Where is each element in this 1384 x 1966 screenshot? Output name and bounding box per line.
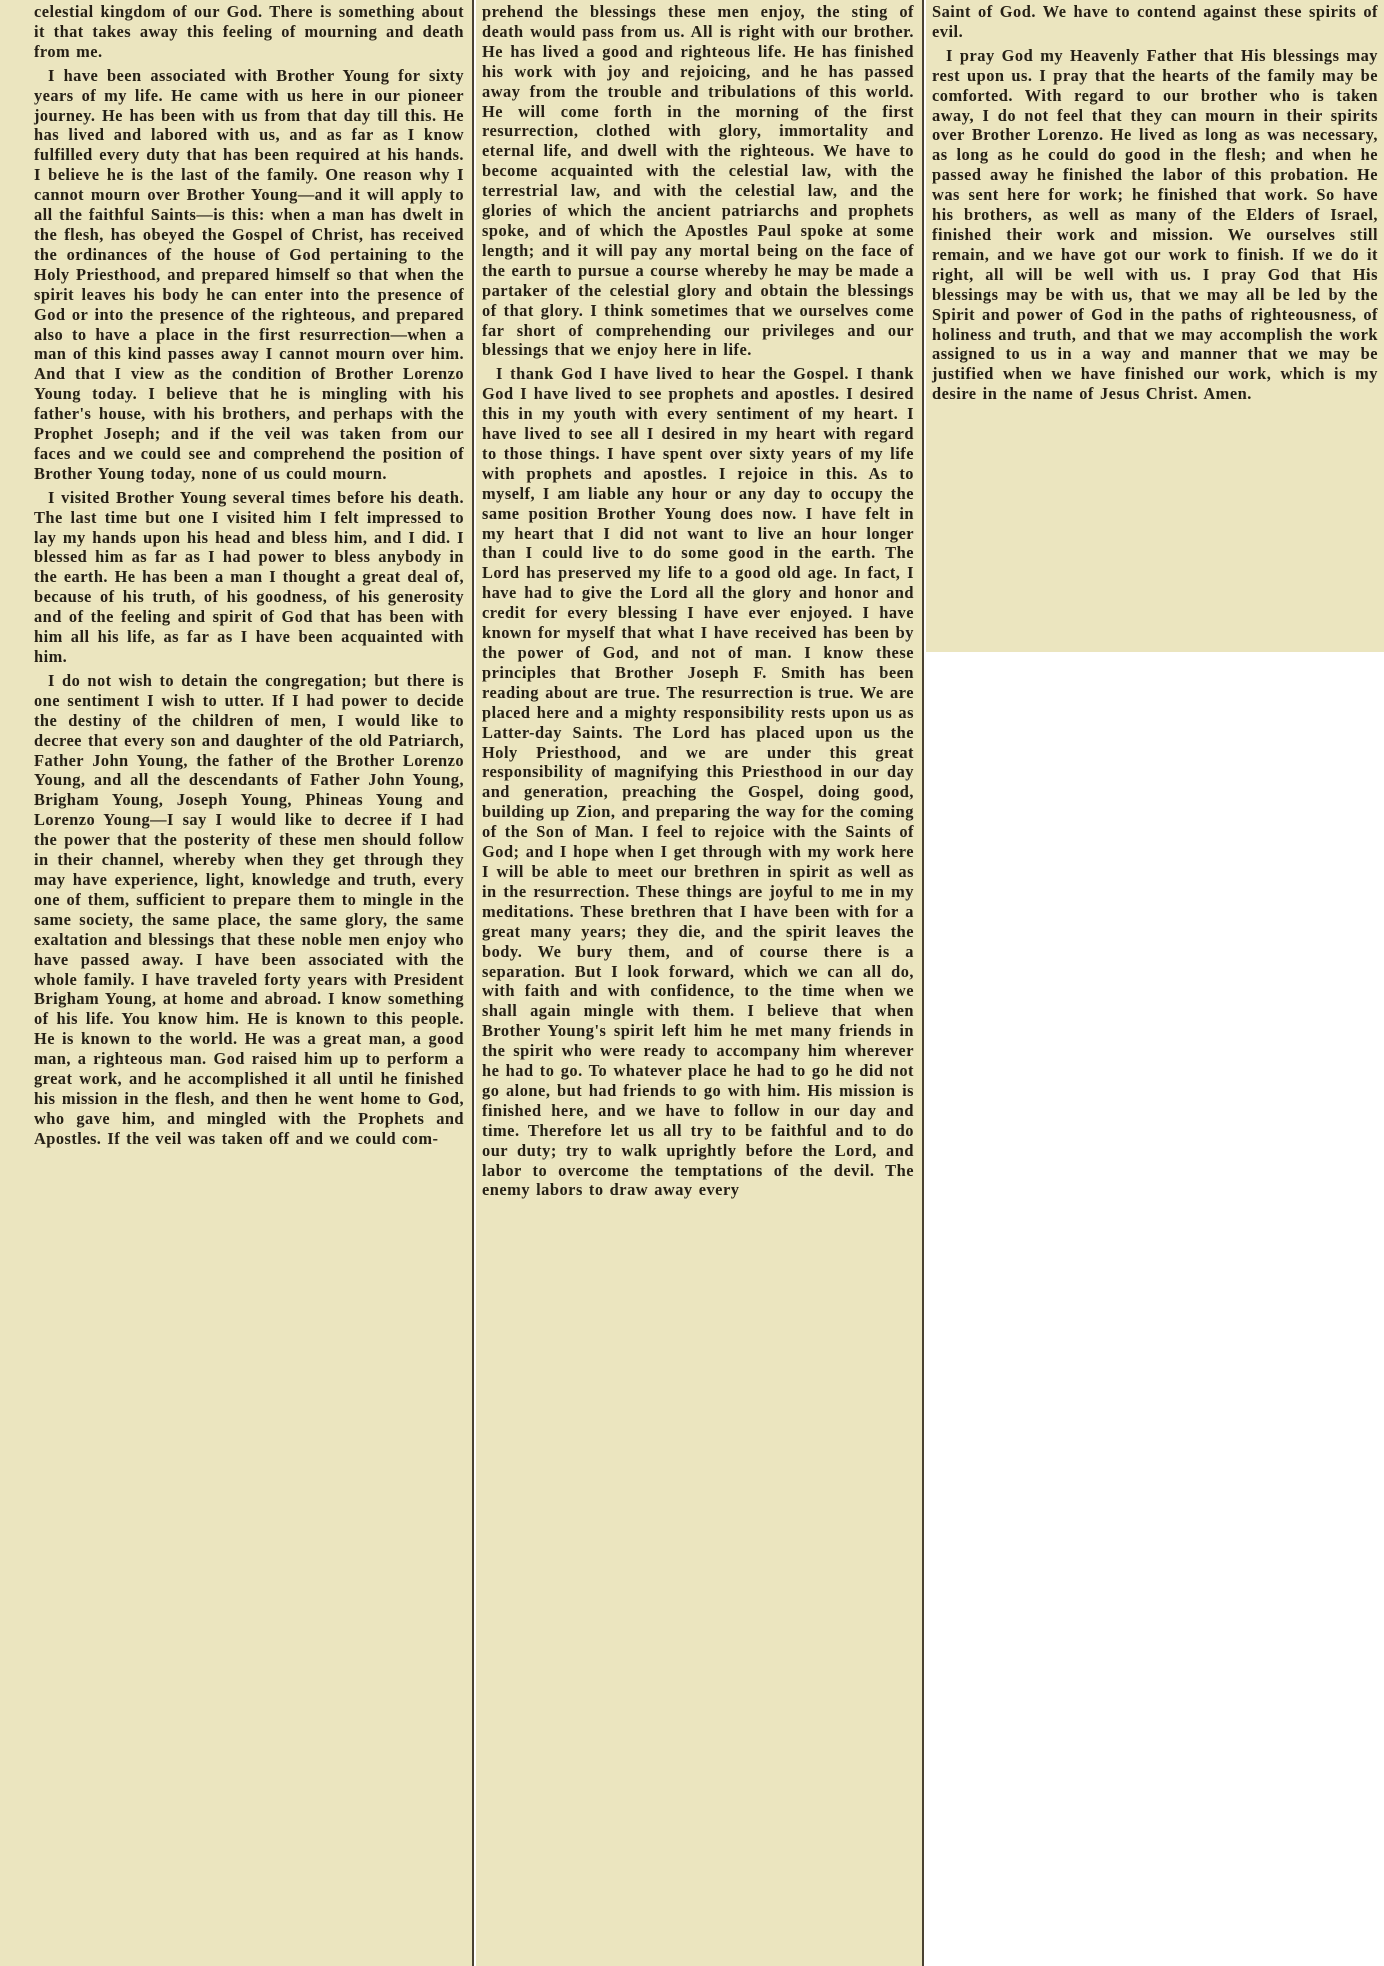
text-column-3	[926, 0, 1384, 652]
paragraph: I do not wish to detain the congregation; but there is one sentiment I wish to utter. If I had power to decide the destiny of the children of men, I would like to decree that every son and daughter of the old Patriarch, Father John Young, the father of the Brother Lorenzo Young, and all the descendants of Father John Young, Brigham Young, Joseph Young, Phineas Young and Lorenzo Young—I say I would like to decree if I had the power that the posterity of these men should follow in their channel, whereby when they get through they may have experience, light, knowledge and truth, every one of them, sufficient to prepare them to mingle in the same society, the same place, the same glory, the same exaltation and blessings that these noble men enjoy who have passed away. I have been associated with the whole family. I have traveled forty years with President Brigham Young, at home and abroad. I know something of his life. You know him. He is known to this people. He is known to the world. He was a great man, a good man, a righteous man. God raised him up to perform a great work, and he accomplished it all until he finished his mission in the flesh, and then he went home to God, who gave him, and mingled with the Prophets and Apostles. If the veil was taken off and we could com-	[34, 670, 464, 1148]
text-column-2	[476, 0, 922, 1966]
paragraph: I pray God my Heavenly Father that His blessings may rest upon us. I pray that the hearts of the family may be comforted. With regard to our brother who is taken away, I do not feel that they can mourn in their spirits over Brother Lorenzo. He lived as long as was necessary, as long as he could do good in the flesh; and when he passed away he finished the labor of this probation. He was sent here for work; he finished that work. So have his brothers, as well as many of the Elders of Israel, finished their work and mission. We ourselves still remain, and we have got our work to finish. If we do it right, all will be well with us. I pray God that His blessings may be with us, that we may all be led by the Spirit and power of God in the paths of righteousness, of holiness and truth, and that we may accomplish the work assigned to us in a way and manner that we may be justified when we have finished our work, which is my desire in the name of Jesus Christ. Amen.	[932, 45, 1378, 404]
paragraph: Saint of God. We have to contend against these spirits of evil.	[932, 2, 1378, 41]
text-column-1	[0, 0, 472, 1966]
paragraph: I thank God I have lived to hear the Gospel. I thank God I have lived to see prophets and apostles. I desired this in my youth with every sentiment of my heart. I have lived to see all I desired in my heart with regard to those things. I have spent over sixty years of my life with prophets and apostles. I rejoice in this. As to myself, I am liable any hour or any day to occupy the same position Brother Young does now. I have felt in my heart that I did not want to live an hour longer than I could live to do some good in the earth. The Lord has preserved my life to a good old age. In fact, I have had to give the Lord all the glory and honor and credit for every blessing I have ever enjoyed. I have known for myself that what I have received has been by the power of God, and not of man. I know these principles that Brother Joseph F. Smith has been reading about are true. The resurrection is true. We are placed here and a mighty responsibility rests upon us as Latter-day Saints. The Lord has placed upon us the Holy Priesthood, and we are under this great responsibility of magnifying this Priesthood in our day and generation, preaching the Gospel, doing good, building up Zion, and preparing the way for the coming of the Son of Man. I feel to rejoice with the Saints of God; and I hope when I get through with my work here I will be able to meet our brethren in spirit as well as in the resurrection. These things are joyful to me in my meditations. These brethren that I have been with for a great many years; they die, and the spirit leaves the body. We bury them, and of course there is a separation. But I look forward, which we can all do, with faith and with confidence, to the time when we shall again mingle with them. I believe that when Brother Young's spirit left him he met many friends in the spirit who were ready to accompany him wherever he had to go. To whatever place he had to go he did not go alone, but had friends to go with him. His mission is finished here, and we have to follow in our day and time. Therefore let us all try to be faithful and to do our duty; try to walk uprightly before the Lord, and labor to overcome the temptations of the devil. The enemy labors to draw away every	[482, 364, 914, 1200]
paragraph: I visited Brother Young several times before his death. The last time but one I visited him I felt impressed to lay my hands upon his head and bless him, and I did. I blessed him as far as I had power to bless anybody in the earth. He has been a man I thought a great deal of, because of his truth, of his goodness, of his generosity and of the feeling and spirit of God that has been with him all his life, as far as I have been acquainted with him.	[34, 487, 464, 666]
paragraph: prehend the blessings these men enjoy, the sting of death would pass from us. All is right with our brother. He has lived a good and righteous life. He has finished his work with joy and rejoicing, and he has passed away from the trouble and tribulations of this world. He will come forth in the morning of the first resurrection, clothed with glory, immortality and eternal life, and dwell with the righteous. We have to become acquainted with the celestial law, with the terrestrial law, and with the celestial law, and the glories of which the ancient patriarchs and prophets spoke, and of which the Apostles Paul spoke at some length; and it will pay any mortal being on the face of the earth to pursue a course whereby he may be made a partaker of the celestial glory and obtain the blessings of that glory. I think sometimes that we ourselves come far short of comprehending our privileges and our blessings that we enjoy here in life.	[482, 2, 914, 360]
paragraph: celestial kingdom of our God. There is something about it that takes away this feeling of mourning and death from me.	[34, 2, 464, 61]
column-divider	[922, 0, 924, 1966]
paragraph: I have been associated with Brother Young for sixty years of my life. He came with us here in our pioneer journey. He has been with us from that day till this. He has lived and labored with us, and as far as I know fulfilled every duty that has been required at his hands. I believe he is the last of the family. One reason why I cannot mourn over Brother Young—and it will apply to all the faithful Saints—is this: when a man has dwelt in the flesh, has obeyed the Gospel of Christ, has received the ordinances of the house of God pertaining to the Holy Priesthood, and prepared himself so that when the spirit leaves his body he can enter into the presence of God or into the presence of the righteous, and prepared also to have a place in the first resurrection—when a man of this kind passes away I cannot mourn over him. And that I view as the condition of Brother Lorenzo Young today. I believe that he is mingling with his father's house, with his brothers, and perhaps with the Prophet Joseph; and if the veil was taken from our faces and we could see and comprehend the position of Brother Young today, none of us could mourn.	[34, 65, 464, 483]
column-divider	[472, 0, 474, 1966]
